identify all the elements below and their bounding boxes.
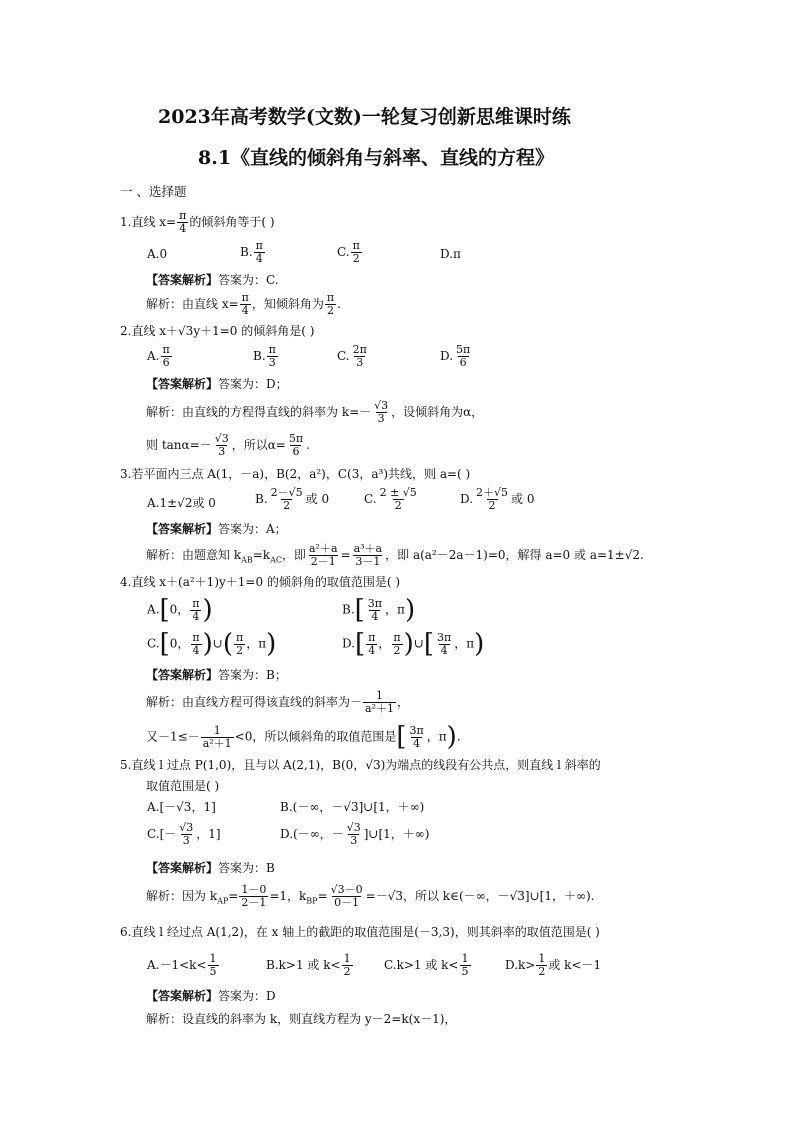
q1-stem: 1.直线 x= $\frac{\pi}{4}$ 的倾斜角等于( ) [120,209,275,235]
q1-option-c: C. $\frac{\pi}{2}$ [337,239,360,265]
q5-explanation: 解析：因为 $k_{AP}=$ $\frac{1-0}{2-1}$ =1，$k_{BP}=$ $\frac{√3-0}{0-1}$ =－√3，所以 k∈(－∞，－√3]∪[1，＋∞). [146,883,595,909]
q6-option-c: C.k>1 或 k< $\frac{1}{5}$ [384,952,469,978]
q5-option-d: D.(－∞，－ $\frac{√3}{3}$ ]∪[1，＋∞) [280,821,430,847]
q5-option-a: A.[－√3，1] [147,800,216,814]
q1-option-d: D.π [440,247,461,261]
section-heading: 一 、选择题 [120,184,187,199]
q5-option-c: C.[－ $\frac{√3}{3}$ ，1] [147,821,221,847]
q4-option-a: A.[0， $\frac{\pi}{4}$ ) [147,595,213,625]
q3-option-d: D. $\frac{2+√5}{2}$ 或 0 [460,486,535,512]
q3-option-c: C. $\frac{2 \pm √5}{2}$ [364,486,417,512]
q1-option-a: A.0 [147,247,168,261]
q6-answer: 【答案解析】答案为：D [146,989,276,1003]
page-subtitle: 8.1《直线的倾斜角与斜率、直线的方程》 [198,147,555,169]
q3-option-a: A.1±√2或 0 [147,496,216,510]
q2-explanation-1: 解析：由直线的方程得直线的斜率为 k=－ $\frac{√3}{3}$ ，设倾斜角为α， [146,399,484,425]
q2-option-b: B. $\frac{\pi}{3}$ [253,343,276,369]
q6-explanation: 解析：设直线的斜率为 k，则直线方程为 y－2=k(x－1)， [146,1012,457,1026]
q2-stem: 2.直线 x＋√3y＋1=0 的倾斜角是( ) [120,324,315,338]
q2-answer: 【答案解析】答案为：D； [146,377,288,391]
q1-option-b: B. $\frac{\pi}{4}$ [240,239,263,265]
q5-option-b: B.(－∞，－√3]∪[1，＋∞) [280,800,425,814]
q1-explanation: 解析：由直线 x= $\frac{\pi}{4}$ ，知倾斜角为 $\frac{\pi}{2}$ . [146,291,341,317]
q6-stem: 6.直线 l 经过点 A(1,2)，在 x 轴上的截距的取值范围是(－3,3)，则其斜率的取值范围是( ) [120,925,600,939]
q4-option-c: C.[0， $\frac{\pi}{4}$ )∪( $\frac{\pi}{2}$ ，π) [147,629,277,659]
q4-option-d: D.[ $\frac{\pi}{4}$ ， $\frac{\pi}{2}$ )∪[ $\frac{3\pi}{4}$ ，π) [342,629,485,659]
q3-option-b: B. $\frac{2-√5}{2}$ 或 0 [255,486,330,512]
q6-option-d: D.k> $\frac{1}{2}$ 或 k<－1 [505,952,602,978]
q1-answer: 【答案解析】答案为：C. [146,273,279,287]
q5-stem-1: 5.直线 l 过点 P(1,0)，且与以 A(2,1)，B(0，√3)为端点的线段有公共点，则直线 l 斜率的 [120,758,601,772]
q5-answer: 【答案解析】答案为：B [146,861,275,875]
q5-stem-2: 取值范围是( ) [146,779,220,793]
q3-explanation: 解析：由题意知 $k_{AB}=k_{AC}$，即 $\frac{\text{a²＋a}}{2-1}$ = $\frac{\text{a³＋a}}{3-1}$ ，即 a(a²－2a－1)=0，解得 a=0 或 a=1±√2. [146,542,644,568]
q4-explanation-2: 又－1≤－ $\frac{1}{\text{a²＋1}}$ <0，所以倾斜角的取值范围是[ $\frac{3\pi}{4}$ ，π). [146,722,461,752]
q6-option-a: A.－1<k< $\frac{1}{5}$ [147,952,217,978]
q3-answer: 【答案解析】答案为：A； [146,522,287,536]
q2-option-d: D. $\frac{5\pi}{6}$ [440,343,471,369]
q2-option-a: A. $\frac{\pi}{6}$ [147,343,170,369]
q4-explanation-1: 解析：由直线方程可得该直线的斜率为－ $\frac{1}{\text{a²＋1}}$ ， [146,689,409,715]
q4-stem: 4.直线 x＋(a²＋1)y＋1=0 的倾斜角的取值范围是( ) [120,575,401,589]
page-title: 2023年高考数学(文数)一轮复习创新思维课时练 [158,106,571,128]
q2-explanation-2: 则 tanα=－ $\frac{√3}{3}$ ，所以α= $\frac{5\pi}{6}$ . [146,432,310,458]
q3-stem: 3.若平面内三点 A(1，－a)，B(2，a²)，C(3，a³)共线，则 a=( ) [120,467,471,481]
q6-option-b: B.k>1 或 k< $\frac{1}{2}$ [266,952,351,978]
q2-option-c: C. $\frac{2\pi}{3}$ [337,343,367,369]
q4-answer: 【答案解析】答案为：B； [146,668,287,682]
q4-option-b: B.[ $\frac{3\pi}{4}$ ，π) [342,595,416,625]
